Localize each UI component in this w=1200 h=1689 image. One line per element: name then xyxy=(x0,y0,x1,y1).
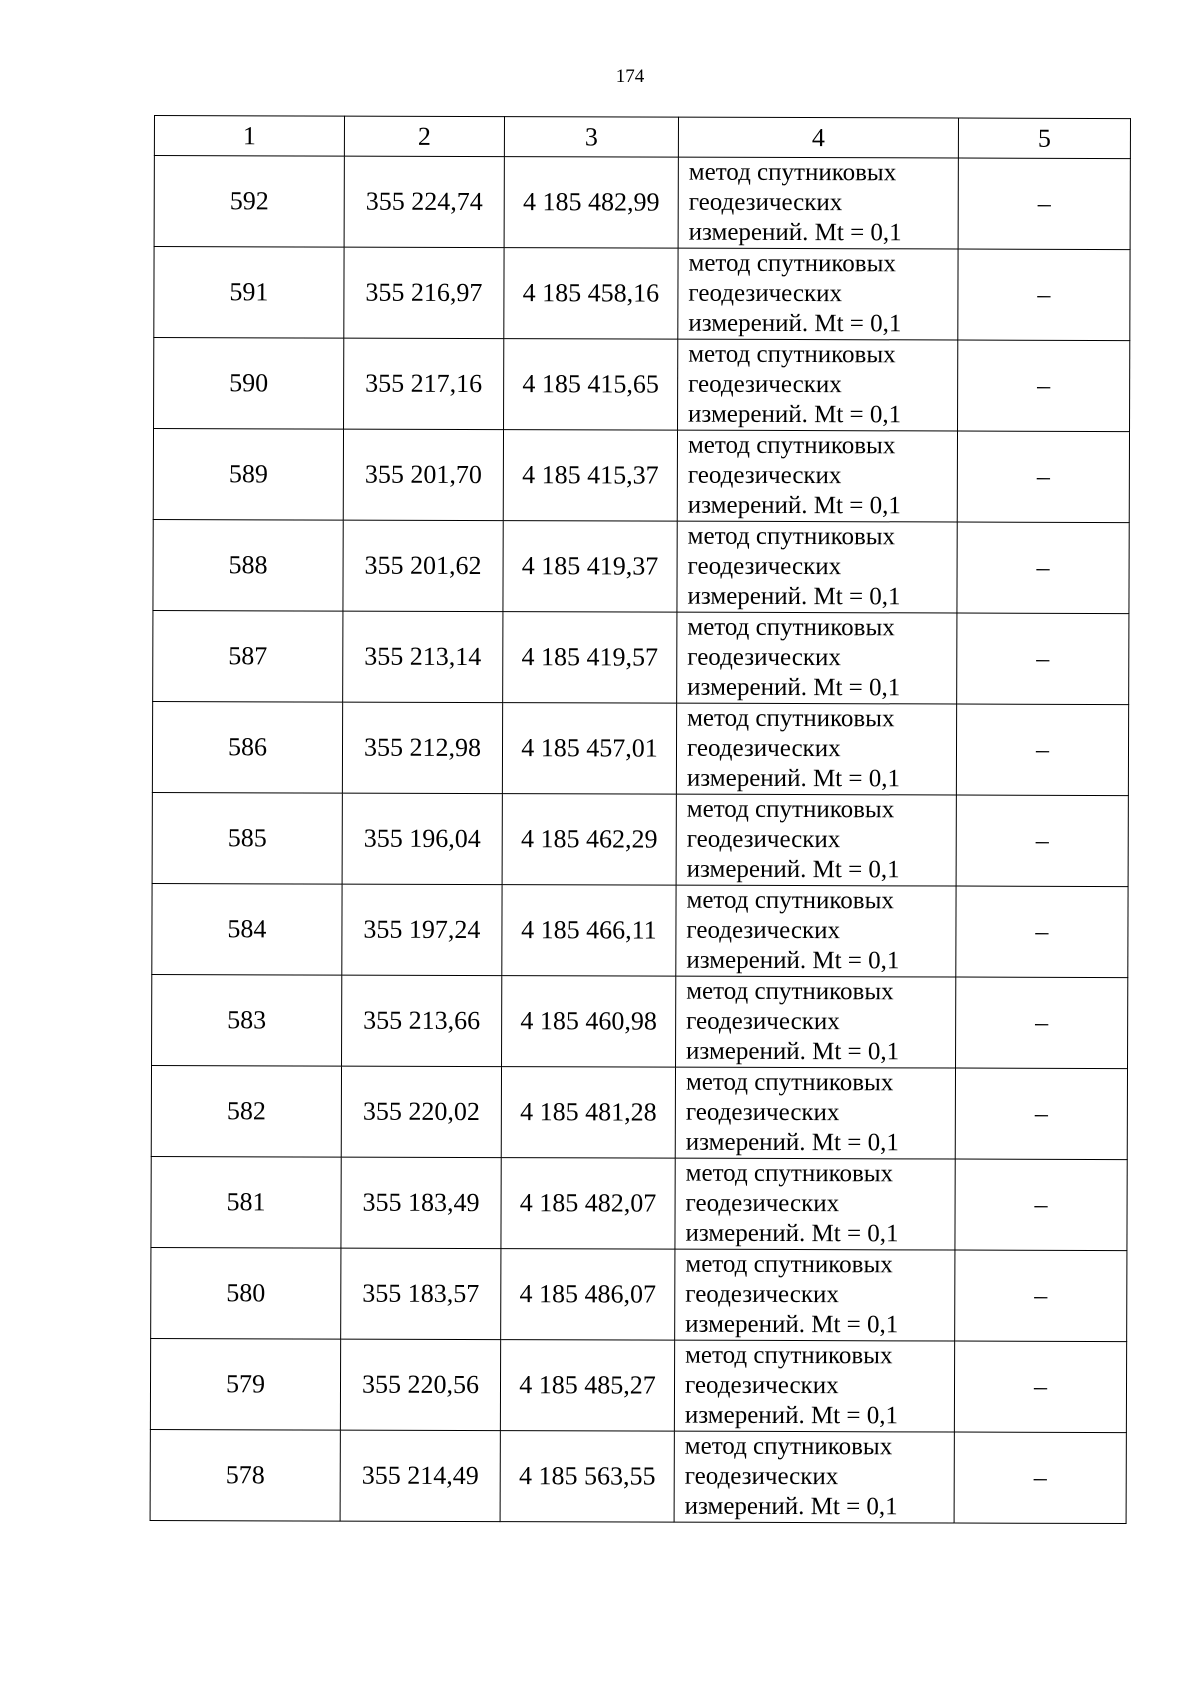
coordinate-x-cell: 355 216,97 xyxy=(344,247,504,339)
method-line: метод спутниковых xyxy=(685,1250,893,1279)
note-cell: – xyxy=(956,795,1128,887)
method-line: измерений. Mt = 0,1 xyxy=(686,855,900,884)
table-row xyxy=(152,974,1128,1068)
table-row xyxy=(153,610,1129,704)
note-cell: – xyxy=(955,1068,1127,1160)
coordinate-y-cell: 4 185 481,28 xyxy=(501,1067,675,1159)
method-line: геодезических xyxy=(687,643,841,672)
method-line: метод спутниковых xyxy=(688,340,896,369)
coordinate-x-cell: 355 220,02 xyxy=(341,1066,501,1158)
coordinate-y-cell: 4 185 482,07 xyxy=(501,1158,675,1250)
method-line: измерений. Mt = 0,1 xyxy=(688,218,902,247)
method-cell xyxy=(677,521,957,613)
coordinate-x-cell: 355 201,62 xyxy=(343,520,503,612)
table-row xyxy=(153,519,1129,613)
table-row xyxy=(151,1156,1127,1250)
coordinate-x-cell: 355 214,49 xyxy=(340,1430,500,1522)
note-cell: – xyxy=(956,704,1128,796)
coordinate-x-cell: 355 183,49 xyxy=(341,1157,501,1249)
header-cell-1: 1 xyxy=(154,116,344,157)
method-line: измерений. Mt = 0,1 xyxy=(687,673,901,702)
method-line: геодезических xyxy=(687,461,842,490)
table-header xyxy=(154,116,1130,159)
method-line: измерений. Mt = 0,1 xyxy=(685,1128,899,1157)
method-line: метод спутниковых xyxy=(685,1068,894,1097)
method-line: геодезических xyxy=(685,1280,839,1309)
method-cell xyxy=(678,248,958,340)
note-cell: – xyxy=(958,249,1130,341)
method-line: метод спутниковых xyxy=(688,249,896,278)
coordinate-y-cell: 4 185 419,37 xyxy=(503,521,677,613)
point-number-cell: 592 xyxy=(154,156,344,248)
table-row xyxy=(151,1065,1127,1159)
method-cell xyxy=(676,976,956,1068)
coordinate-x-cell: 355 224,74 xyxy=(344,156,504,248)
coordinate-y-cell: 4 185 485,27 xyxy=(500,1340,674,1432)
point-number-cell: 582 xyxy=(151,1065,341,1157)
page-number: 174 xyxy=(615,66,645,87)
method-cell xyxy=(674,1431,954,1523)
coordinate-x-cell: 355 196,04 xyxy=(342,793,502,885)
header-cell-3: 3 xyxy=(504,117,678,158)
note-cell: – xyxy=(958,340,1130,432)
header-cell-2: 2 xyxy=(344,116,504,157)
method-line: метод спутниковых xyxy=(686,886,894,915)
method-cell xyxy=(678,157,958,249)
table-row xyxy=(154,247,1130,341)
table-row xyxy=(152,883,1128,977)
coordinate-y-cell: 4 185 466,11 xyxy=(502,885,676,977)
method-line: геодезических xyxy=(687,552,842,581)
method-cell xyxy=(675,1067,955,1159)
method-line: измерений. Mt = 0,1 xyxy=(688,400,902,429)
point-number-cell: 590 xyxy=(154,338,344,430)
method-line: геодезических xyxy=(685,1098,840,1127)
method-line: измерений. Mt = 0,1 xyxy=(684,1401,899,1430)
method-line: метод спутниковых xyxy=(687,431,896,460)
note-cell: – xyxy=(957,431,1129,523)
method-line: геодезических xyxy=(686,916,841,945)
point-number-cell: 580 xyxy=(151,1247,341,1339)
coordinate-y-cell: 4 185 486,07 xyxy=(501,1249,675,1341)
header-cell-4: 4 xyxy=(678,117,958,158)
method-cell xyxy=(677,430,957,522)
coordinate-x-cell: 355 217,16 xyxy=(344,338,504,430)
method-line: геодезических xyxy=(684,1462,839,1491)
table-row xyxy=(154,338,1130,432)
point-number-cell: 579 xyxy=(150,1338,340,1430)
note-cell: – xyxy=(955,1250,1127,1342)
coordinate-y-cell: 4 185 458,16 xyxy=(504,248,678,340)
coordinate-x-cell: 355 220,56 xyxy=(340,1339,500,1431)
coordinate-y-cell: 4 185 419,57 xyxy=(503,612,677,704)
point-number-cell: 589 xyxy=(153,429,343,521)
method-line: измерений. Mt = 0,1 xyxy=(688,309,902,338)
method-line: метод спутниковых xyxy=(686,977,894,1006)
method-cell xyxy=(676,794,956,886)
coordinate-y-cell: 4 185 415,37 xyxy=(503,430,677,522)
table-row xyxy=(152,701,1128,795)
method-line: метод спутниковых xyxy=(687,522,896,551)
method-line: метод спутниковых xyxy=(686,795,895,824)
header-row xyxy=(154,116,1130,159)
method-line: метод спутниковых xyxy=(685,1159,894,1188)
coordinate-y-cell: 4 185 462,29 xyxy=(502,794,676,886)
method-line: геодезических xyxy=(686,734,841,763)
point-number-cell: 588 xyxy=(153,519,343,611)
method-cell xyxy=(676,885,956,977)
note-cell: – xyxy=(955,1159,1127,1251)
method-line: измерений. Mt = 0,1 xyxy=(685,1219,899,1248)
method-cell xyxy=(675,1249,955,1341)
coordinate-x-cell: 355 197,24 xyxy=(342,884,502,976)
method-line: метод спутниковых xyxy=(688,158,897,187)
coordinate-x-cell: 355 212,98 xyxy=(342,702,502,794)
coordinate-x-cell: 355 183,57 xyxy=(341,1248,501,1340)
coordinate-x-cell: 355 213,14 xyxy=(343,611,503,703)
method-line: метод спутниковых xyxy=(687,704,895,733)
method-line: геодезических xyxy=(684,1371,839,1400)
point-number-cell: 583 xyxy=(152,974,342,1066)
table-row xyxy=(154,156,1130,250)
method-line: метод спутниковых xyxy=(684,1432,893,1461)
table-row xyxy=(150,1338,1126,1432)
method-cell xyxy=(677,612,957,704)
coordinates-table xyxy=(150,115,1131,1524)
method-line: метод спутниковых xyxy=(687,613,895,642)
table-row xyxy=(150,1429,1126,1523)
method-line: метод спутниковых xyxy=(685,1341,893,1370)
note-cell: – xyxy=(956,977,1128,1069)
coordinate-y-cell: 4 185 482,99 xyxy=(504,157,678,249)
note-cell: – xyxy=(957,613,1129,705)
note-cell: – xyxy=(954,1432,1126,1524)
table-row xyxy=(152,792,1128,886)
note-cell: – xyxy=(956,886,1128,978)
method-line: измерений. Mt = 0,1 xyxy=(687,582,901,611)
method-line: измерений. Mt = 0,1 xyxy=(685,1310,899,1339)
point-number-cell: 585 xyxy=(152,792,342,884)
method-line: измерений. Mt = 0,1 xyxy=(686,764,901,793)
method-line: геодезических xyxy=(686,825,841,854)
coordinate-y-cell: 4 185 457,01 xyxy=(502,703,676,795)
note-cell: – xyxy=(958,158,1130,250)
table-row xyxy=(151,1247,1127,1341)
coordinate-y-cell: 4 185 415,65 xyxy=(504,339,678,431)
method-cell xyxy=(675,1158,955,1250)
method-line: геодезических xyxy=(688,279,843,308)
note-cell: – xyxy=(957,522,1129,614)
point-number-cell: 591 xyxy=(154,247,344,339)
table-body xyxy=(150,156,1130,1524)
method-line: геодезических xyxy=(688,370,842,399)
point-number-cell: 586 xyxy=(152,701,342,793)
header-cell-5: 5 xyxy=(958,118,1130,159)
method-line: измерений. Mt = 0,1 xyxy=(687,491,901,520)
coordinate-x-cell: 355 213,66 xyxy=(342,975,502,1067)
method-line: измерений. Mt = 0,1 xyxy=(686,1037,900,1066)
point-number-cell: 584 xyxy=(152,883,342,975)
table-row xyxy=(153,429,1129,523)
coordinate-y-cell: 4 185 563,55 xyxy=(500,1431,674,1523)
note-cell: – xyxy=(954,1341,1126,1433)
method-line: геодезических xyxy=(685,1189,840,1218)
coordinate-x-cell: 355 201,70 xyxy=(343,429,503,521)
method-line: геодезических xyxy=(688,188,843,217)
method-cell xyxy=(674,1340,954,1432)
method-line: измерений. Mt = 0,1 xyxy=(684,1492,898,1521)
point-number-cell: 587 xyxy=(153,610,343,702)
method-cell xyxy=(676,703,956,795)
method-line: измерений. Mt = 0,1 xyxy=(686,946,900,975)
method-line: геодезических xyxy=(686,1007,840,1036)
method-cell xyxy=(678,339,958,431)
coordinate-y-cell: 4 185 460,98 xyxy=(502,976,676,1068)
point-number-cell: 578 xyxy=(150,1429,340,1521)
point-number-cell: 581 xyxy=(151,1156,341,1248)
